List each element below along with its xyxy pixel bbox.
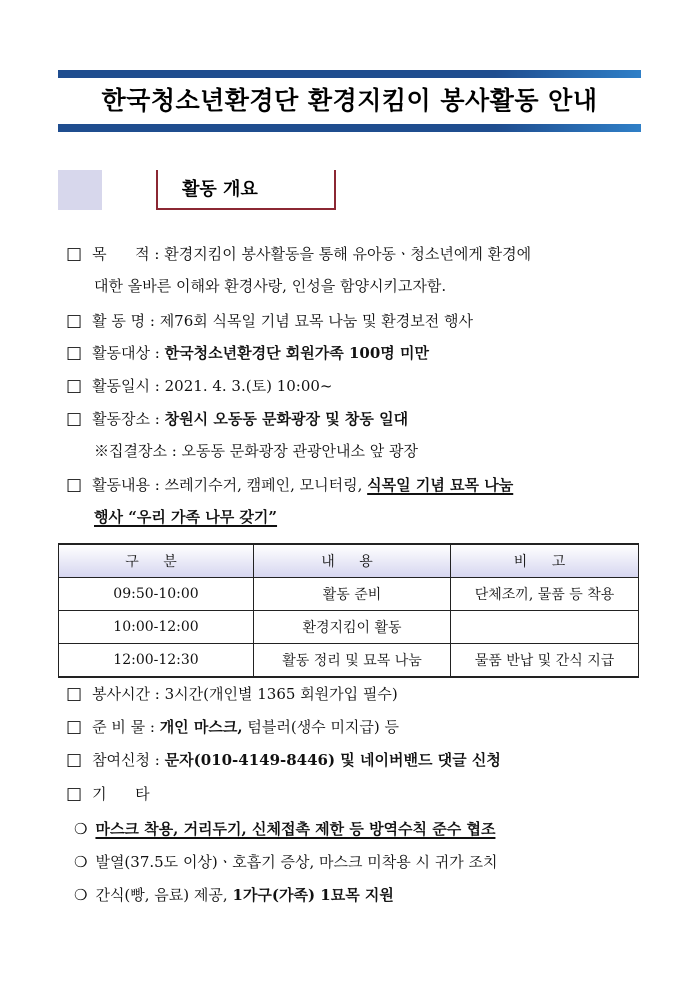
item-etc: [66, 783, 150, 805]
table-row: [59, 578, 639, 611]
prep-bold: 개인 마스크,: [159, 718, 243, 736]
header-content: 내 용: [254, 544, 451, 578]
checkbox-icon: □: [66, 343, 83, 363]
date-text: 2021. 4. 3.(토) 10:00~: [164, 377, 333, 395]
hours-text: 3시간(개인별 1365 회원가입 필수): [164, 685, 398, 703]
item-purpose: [66, 243, 531, 265]
purpose-text: 환경지킴이 봉사활동을 통해 유아동ㆍ청소년에게 환경에: [164, 245, 532, 263]
name-label: 활 동 명 :: [92, 312, 155, 330]
note-3: [74, 884, 394, 906]
content-highlight-cont: 행사 “우리 가족 나무 갖기”: [94, 508, 278, 526]
checkbox-icon: □: [66, 376, 83, 396]
place-text: 창원시 오동동 문화광장 및 창동 일대: [164, 410, 409, 428]
cell-content: 환경지킴이 활동: [254, 611, 451, 644]
checkbox-icon: □: [66, 684, 83, 704]
cell-time: 12:00-12:30: [59, 644, 254, 678]
note-1: [74, 818, 495, 840]
section-header: [58, 170, 336, 210]
item-hours: [66, 683, 398, 705]
page-title: 한국청소년환경단 환경지킴이 봉사활동 안내: [101, 86, 598, 115]
content-text: 쓰레기수거, 캠페인, 모니터링,: [164, 476, 363, 494]
hours-label: 봉사시간 :: [92, 685, 160, 703]
cell-remarks: [451, 611, 639, 644]
purpose-label: 목 적 :: [92, 245, 160, 263]
place-label: 활동장소 :: [92, 410, 160, 428]
prep-label: 준 비 물 :: [92, 718, 155, 736]
item-name: [66, 310, 473, 332]
target-text: 한국청소년환경단 회원가족 100명 미만: [164, 344, 429, 362]
checkbox-icon: □: [66, 409, 83, 429]
note-2: [74, 851, 497, 873]
checkbox-icon: □: [66, 784, 83, 804]
etc-label: 기 타: [92, 785, 150, 803]
cell-content: 활동 준비: [254, 578, 451, 611]
header-remarks: 비 고: [451, 544, 639, 578]
apply-label: 참여신청 :: [92, 751, 160, 769]
table-header-row: [59, 544, 639, 578]
header-division: 구 분: [59, 544, 254, 578]
cell-remarks: 단체조끼, 물품 등 착용: [451, 578, 639, 611]
circle-bullet-icon: ❍: [74, 820, 88, 838]
note-1-text: 마스크 착용, 거리두기, 신체접촉 제한 등 방역수칙 준수 협조: [95, 820, 496, 838]
item-date: [66, 375, 333, 397]
note-3-bold: 1가구(가족) 1묘목 지원: [232, 886, 394, 904]
purpose-text-cont: 대한 올바른 이해와 환경사랑, 인성을 함양시키고자함.: [94, 277, 447, 295]
note-2-text: 발열(37.5도 이상)ㆍ호흡기 증상, 마스크 미착용 시 귀가 조치: [95, 853, 498, 871]
cell-time: 10:00-12:00: [59, 611, 254, 644]
section-title: 활동 개요: [182, 179, 258, 200]
table-row: [59, 644, 639, 678]
item-prep: [66, 716, 399, 738]
title-bar-bottom: [58, 124, 641, 132]
checkbox-icon: □: [66, 717, 83, 737]
item-apply: [66, 749, 501, 771]
content-highlight: 식목일 기념 묘목 나눔: [367, 476, 514, 494]
title-bar-top: [58, 70, 641, 78]
cell-remarks: 물품 반납 및 간식 지급: [451, 644, 639, 678]
name-text: 제76회 식목일 기념 묘목 나눔 및 환경보전 행사: [159, 312, 473, 330]
checkbox-icon: □: [66, 750, 83, 770]
apply-text: 문자(010-4149-8446) 및 네이버밴드 댓글 신청: [164, 751, 501, 769]
target-label: 활동대상 :: [92, 344, 160, 362]
circle-bullet-icon: ❍: [74, 886, 88, 904]
section-header-right-line: [334, 170, 336, 210]
section-header-left-line: [156, 170, 158, 210]
section-header-underline: [156, 208, 336, 210]
cell-content: 활동 정리 및 묘목 나눔: [254, 644, 451, 678]
cell-time: 09:50-10:00: [59, 578, 254, 611]
checkbox-icon: □: [66, 244, 83, 264]
section-header-shade: [58, 170, 102, 210]
prep-text: 텀블러(생수 미지급) 등: [247, 718, 400, 736]
date-label: 활동일시 :: [92, 377, 160, 395]
item-content: [66, 474, 513, 496]
circle-bullet-icon: ❍: [74, 853, 88, 871]
checkbox-icon: □: [66, 475, 83, 495]
note-3-text: 간식(빵, 음료) 제공,: [95, 886, 228, 904]
schedule-table: [58, 543, 639, 678]
content-label: 활동내용 :: [92, 476, 160, 494]
table-row: [59, 611, 639, 644]
item-target: [66, 342, 429, 364]
item-place: [66, 408, 408, 430]
meeting-place: ※집결장소 : 오동동 문화광장 관광안내소 앞 광장: [94, 442, 418, 460]
checkbox-icon: □: [66, 311, 83, 331]
